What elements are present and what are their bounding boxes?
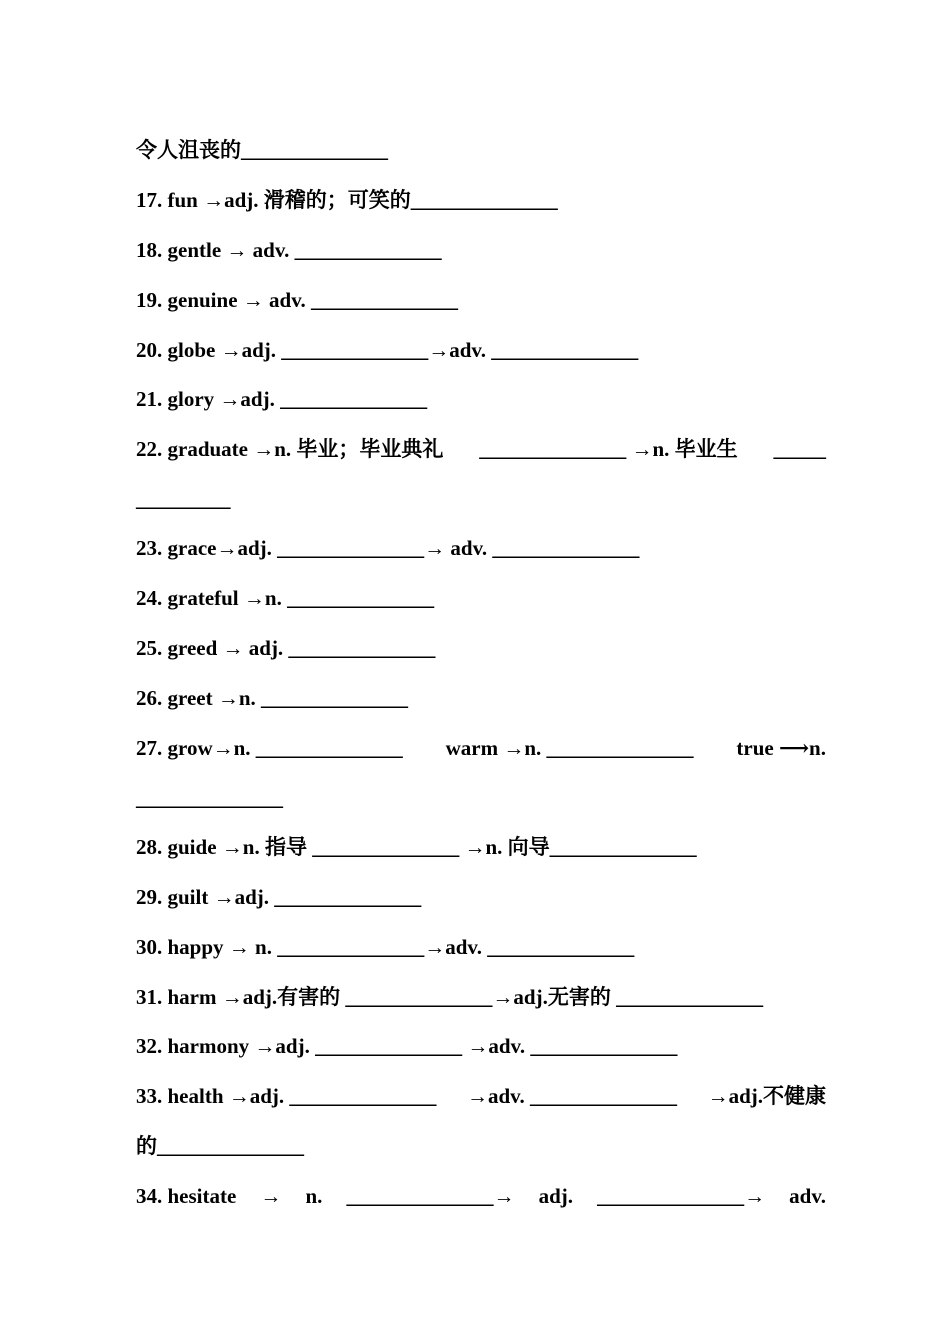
vocab-line-26: 26. greet →n. ______________ [136,686,409,710]
vocab-line-25: 25. greed → adj. ______________ [136,636,436,660]
vocab-line-23: 23. grace→adj. ______________→ adv. ______________ [136,536,640,560]
vocab-line-28: 28. guide →n. 指导 ______________ →n. 向导______________ [136,835,697,859]
vocab-line-33-part-1: 33. health →adj. ______________ [136,1084,437,1108]
vocab-line-22 [136,435,826,463]
vocab-line-22-part-2: ______________ →n. 毕业生 [479,437,738,461]
vocab-line-34-part-5: adj. [538,1184,574,1208]
vocab-line-16-cont: 令人沮丧的______________ [136,138,388,162]
vocab-line-34-part-7: adv. [789,1184,826,1208]
vocab-line-33-part-2: →adv. ______________ [466,1084,678,1108]
vocab-line-20: 20. globe →adj. ______________→adv. ______________ [136,338,639,362]
vocab-line-34-part-6: ______________→ [597,1184,766,1208]
vocab-line-34-part-4: ______________→ [346,1184,515,1208]
vocab-line-34-part-3: n. [305,1184,323,1208]
vocab-line-33-cont: 的______________ [136,1134,304,1158]
vocab-line-27-part-3: true ⟶n. [736,736,826,760]
vocab-line-33-part-3: →adj.不健康 [707,1084,826,1108]
vocab-line-29: 29. guilt →adj. ______________ [136,885,422,909]
vocab-line-22-cont: _________ [136,487,231,511]
vocab-line-32: 32. harmony →adj. ______________ →adv. ______________ [136,1034,678,1058]
vocab-line-31: 31. harm →adj.有害的 ______________→adj.无害的 ______________ [136,985,764,1009]
vocab-line-19: 19. genuine → adv. ______________ [136,288,459,312]
vocab-line-27 [136,734,826,762]
vocab-line-34-part-1: 34. hesitate [136,1184,237,1208]
vocab-line-27-part-2: warm →n. ______________ [445,736,694,760]
vocab-line-30: 30. happy → n. ______________→adv. ______________ [136,935,635,959]
vocab-line-24: 24. grateful →n. ______________ [136,586,435,610]
vocab-line-18: 18. gentle → adv. ______________ [136,238,442,262]
vocab-line-27-part-1: 27. grow→n. ______________ [136,736,403,760]
vocab-line-22-part-1: 22. graduate →n. 毕业；毕业典礼 [136,437,444,461]
vocab-line-34 [136,1182,826,1210]
vocab-line-34-part-2: → [260,1184,282,1208]
vocab-line-27-cont: ______________ [136,786,283,810]
vocab-line-21: 21. glory →adj. ______________ [136,387,428,411]
vocab-line-33 [136,1082,826,1110]
vocab-line-22-part-3: _____ [773,437,826,461]
vocab-line-17: 17. fun →adj. 滑稽的；可笑的______________ [136,188,558,212]
